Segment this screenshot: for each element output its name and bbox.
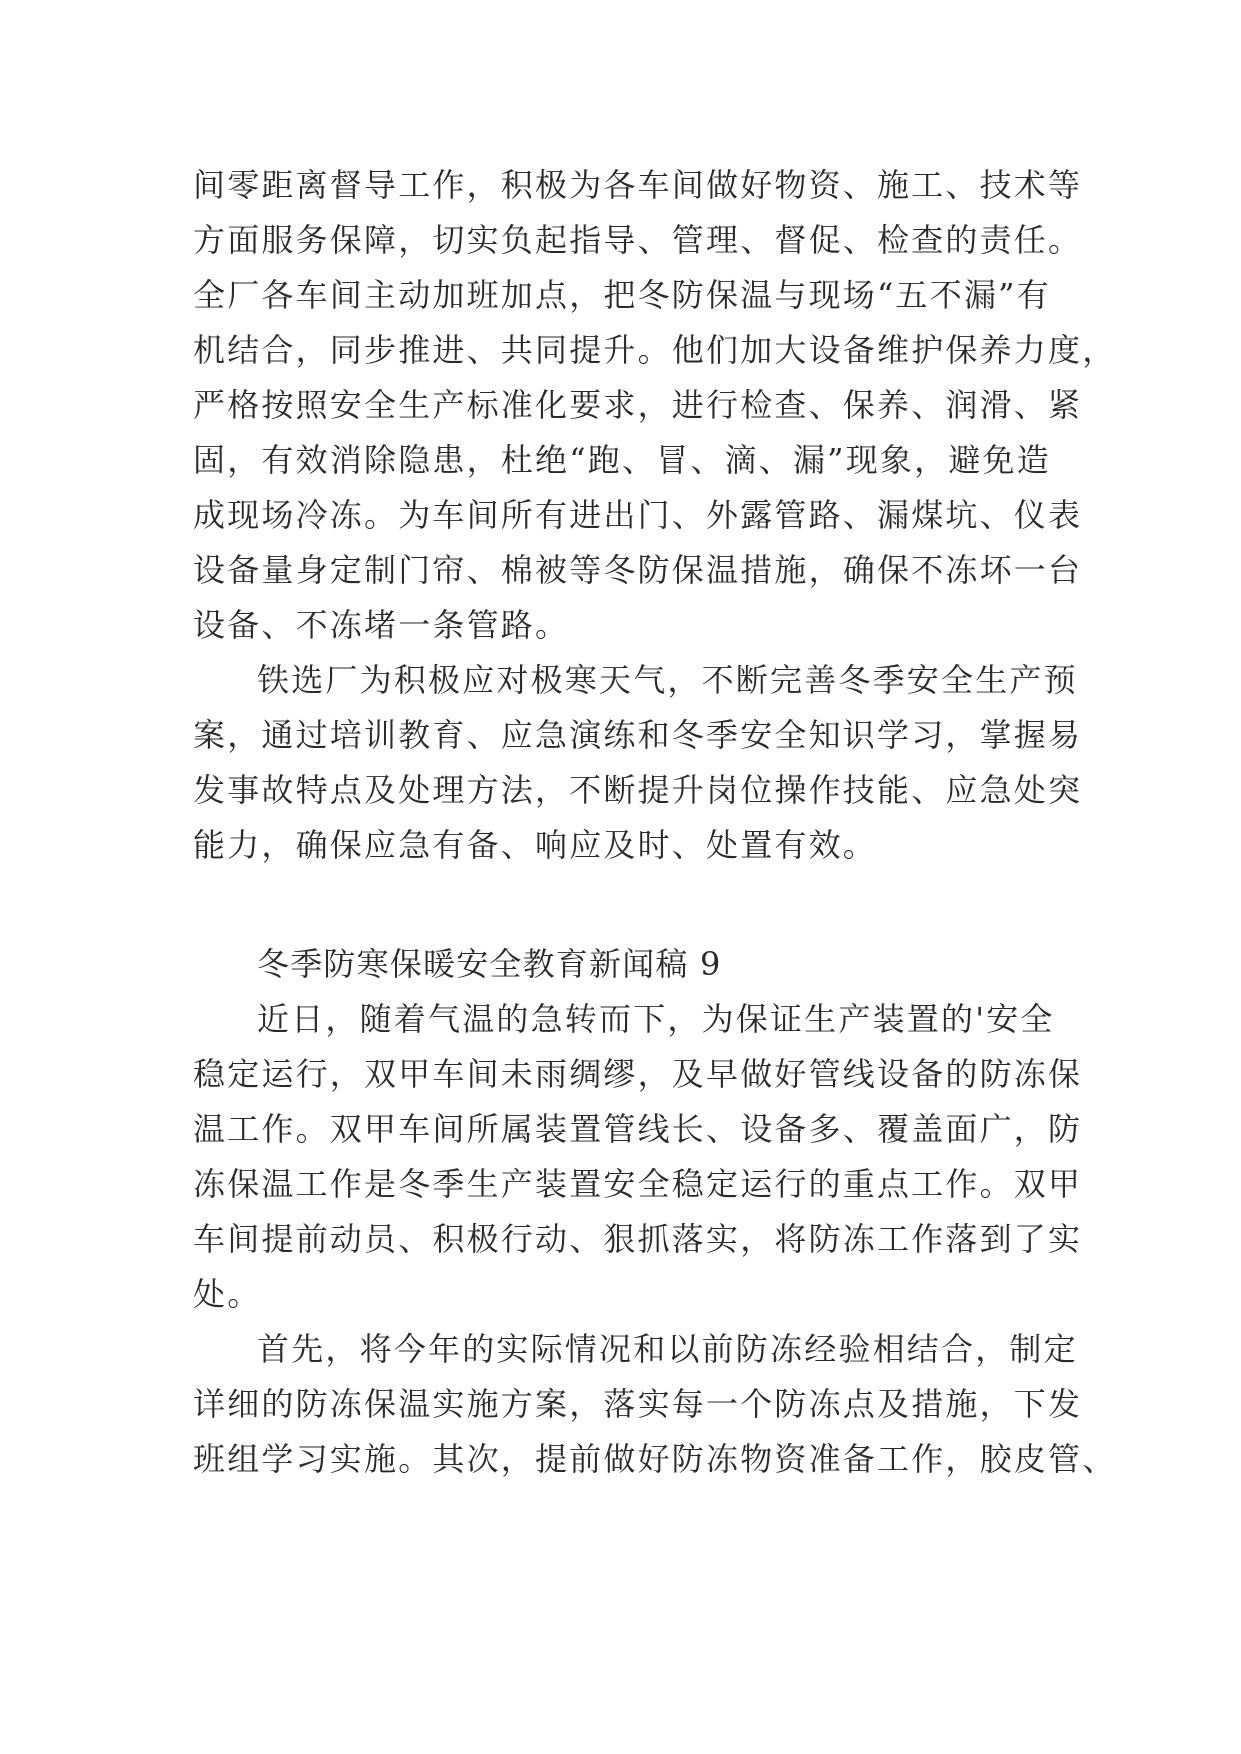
- document-body: [193, 158, 1117, 1487]
- text-line: 案，通过培训教育、应急演练和冬季安全知识学习，掌握易: [193, 716, 1083, 754]
- text-line: 首先，将今年的实际情况和以前防冻经验相结合，制定: [257, 1330, 1078, 1368]
- text-line: 方面服务保障，切实负起指导、管理、督促、检查的责任。: [193, 221, 1083, 259]
- text-line: 处。: [193, 1275, 262, 1313]
- paragraph: [193, 653, 1083, 873]
- text-line: 设备、不冻堵一条管路。: [193, 606, 570, 644]
- text-line: 铁选厂为积极应对极寒天气，不断完善冬季安全生产预: [257, 661, 1078, 699]
- text-line: 严格按照安全生产标准化要求，进行检查、保养、润滑、紧: [193, 386, 1083, 424]
- text-line: 设备量身定制门帘、棉被等冬防保温措施，确保不冻坏一台: [193, 551, 1083, 589]
- text-line: 车间提前动员、积极行动、狠抓落实，将防冻工作落到了实: [193, 1220, 1083, 1258]
- section-title: 冬季防寒保暖安全教育新闻稿 9: [257, 945, 722, 983]
- text-line: 温工作。双甲车间所属装置管线长、设备多、覆盖面广，防: [193, 1110, 1083, 1148]
- text-line: 能力，确保应急有备、响应及时、处置有效。: [193, 826, 878, 864]
- text-line: 稳定运行，双甲车间未雨绸缪，及早做好管线设备的防冻保: [193, 1055, 1083, 1093]
- paragraph: [193, 992, 1083, 1322]
- text-line: 近日，随着气温的急转而下，为保证生产装置的'安全: [257, 1000, 1055, 1038]
- paragraph: [193, 158, 1117, 653]
- text-line: 冻保温工作是冬季生产装置安全稳定运行的重点工作。双甲: [193, 1165, 1083, 1203]
- text-line: 详细的防冻保温实施方案，落实每一个防冻点及措施，下发: [193, 1385, 1083, 1423]
- text-line: 成现场冷冻。为车间所有进出门、外露管路、漏煤坑、仪表: [193, 496, 1083, 534]
- text-line: 机结合，同步推进、共同提升。他们加大设备维护保养力度，: [193, 331, 1117, 369]
- text-line: 间零距离督导工作，积极为各车间做好物资、施工、技术等: [193, 166, 1083, 204]
- text-line: 发事故特点及处理方法，不断提升岗位操作技能、应急处突: [193, 771, 1083, 809]
- text-line: 全厂各车间主动加班加点，把冬防保温与现场“五不漏”有: [193, 276, 1051, 314]
- text-line: 班组学习实施。其次，提前做好防冻物资准备工作，胶皮管、: [193, 1440, 1117, 1478]
- paragraph: [193, 1322, 1117, 1487]
- text-line: 固，有效消除隐患，杜绝“跑、冒、滴、漏”现象，避免造: [193, 441, 1051, 479]
